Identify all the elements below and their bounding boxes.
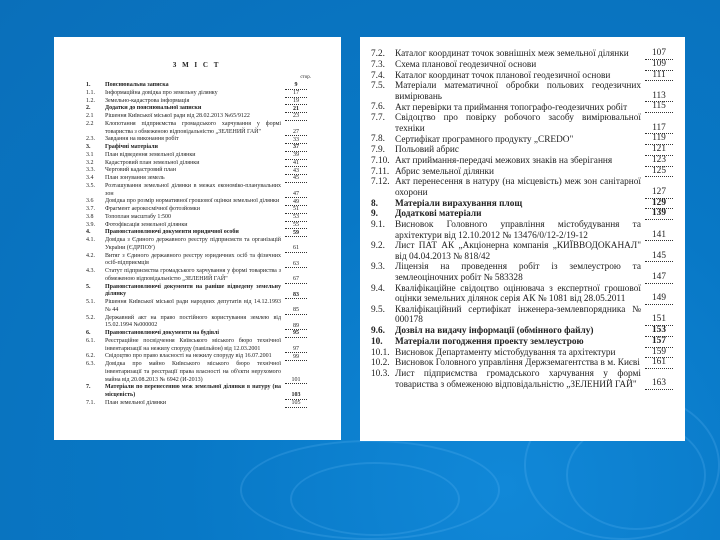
toc-entry xyxy=(86,144,307,152)
entry-title: Висновок Департаменту містобудування та архітектури xyxy=(395,347,616,358)
entry-title: Свідоцтво про повірку робочого засобу вимірювальної техніки xyxy=(395,113,641,134)
entry-number: 7.4. xyxy=(371,70,385,81)
toc-entry xyxy=(86,98,307,106)
entry-title: Завдання на виконання робіт xyxy=(105,136,179,143)
entry-title: Акт перенесення в натуру (на місцевість) меж зон санітарної охорони xyxy=(395,177,641,198)
toc-entry xyxy=(371,262,673,283)
toc-entry xyxy=(86,121,307,137)
entry-page-number: 115 xyxy=(645,102,673,113)
entry-title: Довідка з Єдиного державного реєстру підприємств та організацій України (ЄДРПОУ) xyxy=(105,237,281,251)
entry-page-number: 85 xyxy=(285,307,307,314)
entry-number: 3.3. xyxy=(86,167,95,174)
toc-entry xyxy=(371,369,673,390)
entry-page-number: 63 xyxy=(285,261,307,268)
entry-number: 7.1. xyxy=(86,399,95,406)
toc-entry xyxy=(371,145,673,156)
entry-number: 8. xyxy=(371,198,378,209)
toc-entry xyxy=(371,49,673,60)
entry-page-number: 129 xyxy=(645,199,673,210)
entry-page-number: 141 xyxy=(645,231,673,242)
toc-entry xyxy=(371,305,673,326)
entry-number: 7.3. xyxy=(371,59,385,70)
toc-entry xyxy=(371,348,673,359)
entry-number: 3.8 xyxy=(86,213,94,220)
entry-number: 7.11. xyxy=(371,166,390,177)
entry-number: 7.5. xyxy=(371,81,385,92)
entry-title: Каталог координат точок зовнішніх меж земельної ділянки xyxy=(395,49,629,60)
entry-title: Схема планової геодезичної основи xyxy=(395,59,537,70)
entry-page-number: 119 xyxy=(645,134,673,145)
entry-number: 7.7. xyxy=(371,113,385,124)
entry-page-number: 153 xyxy=(645,326,673,337)
toc-entry xyxy=(86,361,307,384)
entry-title: Акт приймання-передачі межових знаків на зберігання xyxy=(395,156,613,167)
entry-number: 7.12. xyxy=(371,177,390,188)
entry-number: 3. xyxy=(86,144,91,150)
entry-number: 5.2. xyxy=(86,314,95,321)
entry-page-number: 125 xyxy=(645,167,673,178)
entry-title: Державний акт на право постійного користування землею від 15.02.1994 №000002 xyxy=(105,314,281,329)
entry-number: 4.1. xyxy=(86,237,95,243)
entry-page-number: 21 xyxy=(285,106,307,113)
entry-title: Кадастровий план земельної ділянки xyxy=(105,159,200,166)
toc-entry xyxy=(371,209,673,220)
entry-number: 3.1 xyxy=(86,151,94,158)
entry-number: 2. xyxy=(86,105,91,112)
toc-entry xyxy=(86,175,307,183)
entry-title: Матеріали погодження проекту землеустрою xyxy=(395,336,584,347)
toc-entry xyxy=(86,206,307,214)
entry-title: Свідоцтво про право власності на нежилу споруду від 16.07.2001 xyxy=(105,353,272,360)
toc-entry xyxy=(371,220,673,241)
entry-number: 4.3. xyxy=(86,268,95,274)
entry-page-number: 95 xyxy=(285,330,307,337)
entry-title: Кваліфікаційний сертифікат інженера-землевпорядника № 000178 xyxy=(395,304,641,326)
entry-page-number: 55 xyxy=(285,222,307,229)
entry-page-number: 19 xyxy=(285,98,307,105)
entry-title: Розташування земельної ділянки в межах економіко-планувальних зон xyxy=(105,182,281,197)
entry-page-number: 117 xyxy=(645,124,673,135)
entry-page-number: 145 xyxy=(645,252,673,263)
entry-title: Акт перевірки та приймання топографо-геодезичних робіт xyxy=(395,102,628,113)
entry-title: Лист ПАТ АК „Акціонерна компанія „КИЇВВОДОКАНАЛ" від 04.04.2013 № 818/42 xyxy=(395,241,641,262)
entry-number: 9.5. xyxy=(371,304,385,315)
entry-number: 6.2. xyxy=(86,353,95,360)
entry-page-number: 83 xyxy=(285,292,307,299)
entry-page-number: 149 xyxy=(645,294,673,305)
toc-entry xyxy=(371,60,673,71)
entry-page-number: 89 xyxy=(285,323,307,330)
entry-title: Кваліфікаційне свідоцтво оцінювача з експертної грошової оцінки земельних ділянок серія АК № 1081 від 28.05.2011 xyxy=(395,283,641,305)
entry-number: 10.1. xyxy=(371,347,390,358)
entry-page-number: 61 xyxy=(285,245,307,252)
toc-entry xyxy=(86,237,307,253)
entry-title: Матеріали вирахування площ xyxy=(395,198,523,209)
entry-page-number: 59 xyxy=(285,230,307,237)
toc-entry xyxy=(86,299,307,315)
entry-title: Правовстановлюючі документи юридичної особи xyxy=(105,229,239,236)
entry-number: 9.4. xyxy=(371,283,385,294)
toc-entry xyxy=(86,82,307,90)
entry-page-number: 37 xyxy=(285,144,307,151)
entry-title: Дозвіл на видачу інформації (обмінного файлу) xyxy=(395,326,594,337)
entry-title: Правовстановлюючі документи на будівлі xyxy=(105,330,220,336)
entry-page-number: 101 xyxy=(285,377,307,384)
entry-page-number: 27 xyxy=(285,129,307,136)
toc-entry xyxy=(371,167,673,178)
toc-entry xyxy=(86,167,307,175)
toc-entry xyxy=(86,330,307,338)
entry-number: 1.2. xyxy=(86,97,95,104)
entry-title: Матеріали математичної обробки польових геодезичних вимірювань xyxy=(395,81,641,102)
entry-number: 10. xyxy=(371,336,383,347)
entry-page-number: 139 xyxy=(645,209,673,220)
toc-page-left xyxy=(54,37,341,440)
entry-title: План зонування земель xyxy=(105,175,165,181)
entry-page-number: 39 xyxy=(285,152,307,159)
entry-number: 4.2. xyxy=(86,252,95,259)
toc-entry xyxy=(86,214,307,222)
entry-number: 2.3. xyxy=(86,136,95,143)
entry-page-number: 107 xyxy=(645,49,673,60)
entry-number: 3.4 xyxy=(86,175,94,181)
entry-number: 9.6. xyxy=(371,326,385,336)
entry-number: 2.2 xyxy=(86,120,94,127)
entry-number: 7.8. xyxy=(371,134,385,145)
entry-title: Пояснювальна записка xyxy=(105,82,169,88)
entry-number: 5.1. xyxy=(86,299,95,305)
entry-number: 3.9. xyxy=(86,221,95,228)
entry-title: Земельно-кадастрова інформація xyxy=(105,97,190,104)
toc-entry xyxy=(371,134,673,145)
entry-title: Матеріали по перенесенню меж земельної ділянки в натуру (на місцевість) xyxy=(105,384,281,398)
entry-title: Клопотання підприємства громадського харчування у формі товариства з обмеженою відповідальністю „ЗЕЛЕНИЙ ГАЙ" xyxy=(105,120,281,135)
entry-title: Черговий кадастровий план xyxy=(105,167,177,174)
entry-number: 7.9. xyxy=(371,145,385,156)
toc-entry xyxy=(86,105,307,113)
entry-title: Топоплан масштабу 1:500 xyxy=(105,213,172,220)
entry-page-number: 67 xyxy=(285,276,307,283)
entry-title: Фрагмент аерокосмічної фотозйомки xyxy=(105,206,200,212)
entry-number: 5. xyxy=(86,283,91,290)
page-column-header: стор. xyxy=(300,75,311,80)
toc-title: З М І С Т xyxy=(172,61,221,69)
toc-entry xyxy=(86,315,307,331)
entry-page-number: 111 xyxy=(645,71,673,82)
toc-entry xyxy=(371,71,673,82)
entry-title: Статут підприємства громадського харчування у формі товариства з обмеженою відповідальністю „ЗЕЛЕНИЙ ГАЙ" xyxy=(105,268,281,282)
entry-title: Абрис земельної ділянки xyxy=(395,166,494,177)
toc-entry xyxy=(371,156,673,167)
entry-title: Висновок Головного управління Держземагентства в м. Києві xyxy=(395,358,640,369)
entry-title: План земельної ділянки xyxy=(105,399,167,406)
entry-page-number: 113 xyxy=(645,92,673,103)
entry-number: 3.2 xyxy=(86,159,94,166)
entry-page-number: 163 xyxy=(645,379,673,390)
entry-title: Висновок Головного управління містобудування та архітектури від 12.10.2012 № 13476/0/12-2/19-12 xyxy=(395,220,641,241)
entry-title: Графічні матеріали xyxy=(105,144,158,150)
entry-title: Польовий абрис xyxy=(395,145,460,156)
toc-entry xyxy=(86,198,307,206)
toc-entry xyxy=(86,338,307,354)
entry-title: Довідка про розмір нормативної грошової оцінки земельної ділянки xyxy=(105,198,280,205)
entry-page-number: 147 xyxy=(645,273,673,284)
entry-number: 7.6. xyxy=(371,102,385,113)
entry-page-number: 33 xyxy=(285,137,307,144)
toc-entry xyxy=(371,358,673,369)
entry-page-number: 51 xyxy=(285,206,307,213)
entry-title: Витяг з Єдиного державного реєстру юридичних осіб та фізичних осіб-підприємців xyxy=(105,252,281,267)
entry-page-number: 159 xyxy=(645,348,673,359)
entry-title: План відведення земельної ділянки xyxy=(105,151,196,158)
entry-title: Фотофіксація земельної ділянки xyxy=(105,221,188,228)
entry-number: 7.2. xyxy=(371,49,385,59)
entry-page-number: 103 xyxy=(285,392,307,399)
entry-page-number: 127 xyxy=(645,188,673,199)
entry-number: 1. xyxy=(86,82,91,88)
entry-page-number: 47 xyxy=(285,191,307,198)
entry-number: 6.1. xyxy=(86,337,95,344)
entry-title: Додатки до пояснювальної записки xyxy=(105,105,202,112)
entry-page-number: 161 xyxy=(645,358,673,369)
toc-list xyxy=(371,49,673,390)
entry-number: 4. xyxy=(86,229,91,236)
toc-entry xyxy=(86,353,307,361)
entry-number: 3.5. xyxy=(86,182,95,189)
entry-number: 7.10. xyxy=(371,155,390,166)
background-ripple xyxy=(290,462,460,536)
entry-title: Реєстраційне посвідчення Київського міського бюро технічної інвентаризації на нежилу споруду (павільйон) від 12.03.2001 xyxy=(105,337,281,352)
entry-page-number: 151 xyxy=(645,315,673,326)
entry-page-number: 43 xyxy=(285,168,307,175)
toc-entry xyxy=(86,268,307,284)
entry-page-number: 157 xyxy=(645,337,673,348)
entry-title: Лист підприємства громадського харчування у формі товариства з обмеженою відповідальністю „ЗЕЛЕНИЙ ГАЙ" xyxy=(395,369,641,390)
entry-title: Додаткові матеріали xyxy=(395,209,482,220)
toc-entry xyxy=(86,253,307,269)
toc-entry xyxy=(86,183,307,199)
entry-number: 3.7. xyxy=(86,206,95,212)
entry-number: 6. xyxy=(86,330,91,336)
entry-number: 1.1. xyxy=(86,89,95,96)
entry-page-number: 99 xyxy=(285,354,307,361)
entry-page-number: 105 xyxy=(285,400,307,407)
entry-number: 2.1 xyxy=(86,113,94,119)
entry-title: Ліцензія на проведення робіт із землеустрою та землеоціночних робіт № 583328 xyxy=(395,262,641,284)
entry-page-number: 45 xyxy=(285,175,307,182)
entry-title: Каталог координат точок планової геодезичної основи xyxy=(395,70,611,81)
toc-entry xyxy=(86,90,307,98)
entry-page-number: 97 xyxy=(285,346,307,353)
entry-title: Сертифікат програмного продукту „CREDO" xyxy=(395,134,574,145)
entry-page-number: 23 xyxy=(285,113,307,120)
entry-number: 9.2. xyxy=(371,241,385,252)
toc-entry xyxy=(86,384,307,400)
entry-title: Рішення Київської міської ради від 28.02.2013 №65/9122 xyxy=(105,113,250,119)
entry-page-number: 53 xyxy=(285,214,307,221)
toc-entry xyxy=(86,229,307,237)
toc-entry xyxy=(86,136,307,144)
entry-page-number: 109 xyxy=(645,60,673,71)
toc-entry xyxy=(371,113,673,134)
entry-title: Інформаційна довідка про земельну ділянку xyxy=(105,89,218,96)
entry-title: Рішення Київської міської ради народних депутатів від 14.12.1993 № 44 xyxy=(105,299,281,313)
toc-entry xyxy=(371,284,673,305)
toc-list xyxy=(86,82,307,408)
toc-entry xyxy=(86,284,307,300)
entry-title: Довідка про майно Київського міського бюро технічної інвентаризації та реєстрації права власності на об'єкти нерухомого майна від 20.08.2013 № 6942 (И-2013) xyxy=(105,361,281,383)
entry-number: 9. xyxy=(371,209,378,220)
entry-page-number: 41 xyxy=(285,160,307,167)
entry-number: 9.3. xyxy=(371,262,385,273)
entry-page-number: 17 xyxy=(285,90,307,97)
toc-entry xyxy=(371,326,673,337)
entry-number: 9.1. xyxy=(371,220,385,231)
toc-entry xyxy=(371,81,673,102)
entry-title: Правовстановлюючі документи на раніше відведену земельну ділянку xyxy=(105,283,281,298)
entry-number: 3.6 xyxy=(86,198,94,205)
toc-entry xyxy=(371,241,673,262)
toc-entry xyxy=(371,337,673,348)
entry-page-number: 121 xyxy=(645,145,673,156)
entry-number: 10.3. xyxy=(371,369,390,379)
toc-entry xyxy=(86,152,307,160)
toc-entry xyxy=(371,177,673,198)
entry-number: 10.2. xyxy=(371,358,390,369)
entry-number: 7. xyxy=(86,384,91,391)
toc-entry xyxy=(86,400,307,408)
entry-page-number: 49 xyxy=(285,199,307,206)
toc-entry xyxy=(371,102,673,113)
entry-page-number: 9 xyxy=(285,82,307,89)
entry-page-number: 123 xyxy=(645,156,673,167)
entry-number: 6.3. xyxy=(86,361,95,367)
toc-entry xyxy=(86,113,307,121)
toc-entry xyxy=(371,199,673,210)
toc-page-right xyxy=(360,37,685,441)
